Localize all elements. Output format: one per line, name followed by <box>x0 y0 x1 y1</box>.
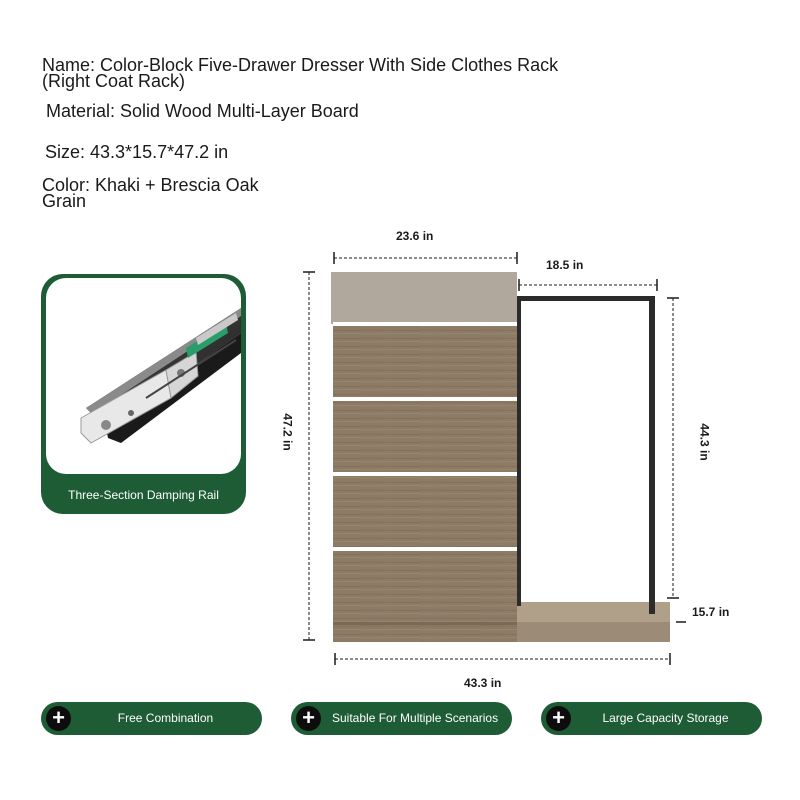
feature-large-capacity <box>541 702 762 735</box>
coat-rack <box>517 296 655 614</box>
product-material: Material: Solid Wood Multi-Layer Board <box>46 101 359 121</box>
plus-icon: + <box>46 706 71 731</box>
dresser-body <box>331 272 517 642</box>
rack-height-label: 44.3 in <box>697 423 712 461</box>
depth-label: 15.7 in <box>692 605 730 619</box>
plus-icon: + <box>546 706 571 731</box>
damping-rail-label: Three-Section Damping Rail <box>68 488 219 502</box>
top-width-label: 23.6 in <box>396 229 434 243</box>
feature-label: Large Capacity Storage <box>602 711 729 725</box>
product-color: Color: Khaki + Brescia Oak Grain <box>42 175 259 211</box>
height-label: 47.2 in <box>280 413 295 451</box>
product-size: Size: 43.3*15.7*47.2 in <box>45 142 229 162</box>
rack-width-label: 18.5 in <box>546 258 584 272</box>
feature-label: Free Combination <box>117 711 214 725</box>
plus-icon: + <box>296 706 321 731</box>
product-name: Name: Color-Block Five-Drawer Dresser With Side Clothes Rack (Right Coat Rack) <box>42 55 559 91</box>
feature-multiple-scenarios <box>291 702 512 735</box>
feature-label: Suitable For Multiple Scenarios <box>332 711 499 725</box>
top-drawer-khaki <box>331 272 517 324</box>
total-width-label: 43.3 in <box>464 676 502 690</box>
feature-free-combination <box>41 702 262 735</box>
